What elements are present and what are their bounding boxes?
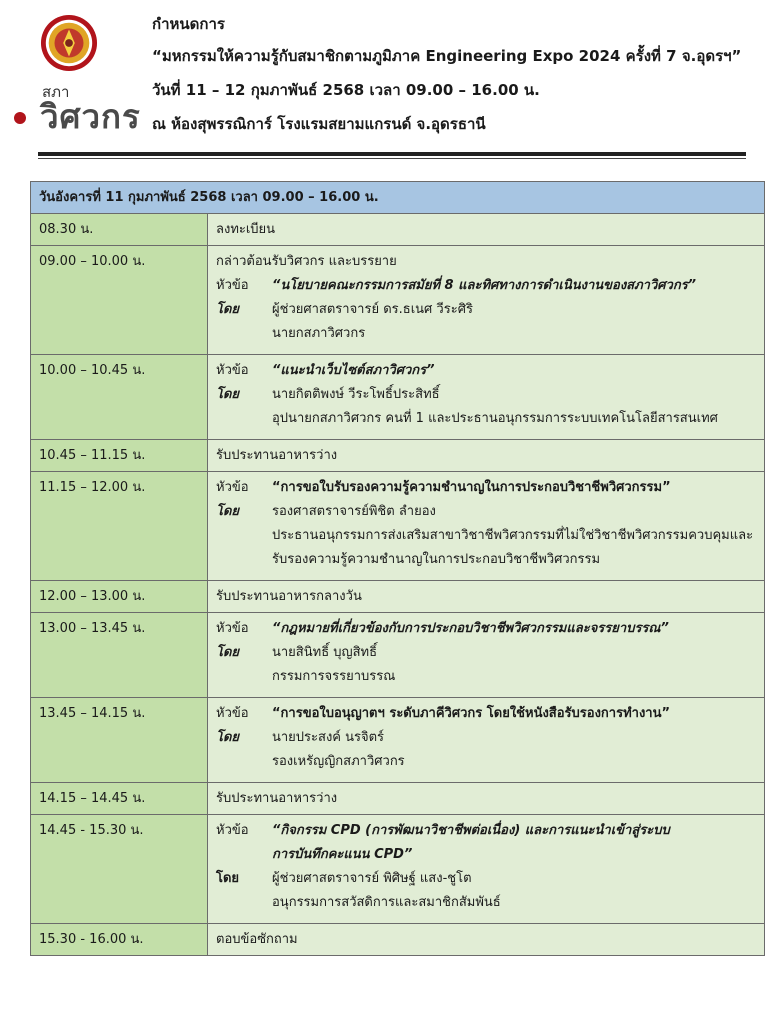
table-row [31, 815, 765, 924]
table-row [31, 472, 765, 581]
speaker-role: อนุกรรมการสวัสดิการและสมาชิกสัมพันธ์ [272, 895, 501, 910]
session-topic-continued: การบันทึกคะแนน CPD” [272, 847, 413, 862]
speaker-label: โดย [216, 504, 240, 519]
table-row [31, 783, 765, 815]
session-topic: “แนะนำเว็บไซต์สภาวิศวกร” [272, 363, 435, 378]
topic-label: หัวข้อ [216, 363, 249, 378]
table-row [31, 581, 765, 613]
time-cell: 10.45 – 11.15 น. [31, 440, 208, 472]
time-cell: 14.45 - 15.30 น. [31, 815, 208, 924]
session-topic: “กฎหมายที่เกี่ยวข้องกับการประกอบวิชาชีพวิศวกรรมและจรรยาบรรณ” [272, 621, 669, 636]
org-name-large: วิศวกร [40, 97, 141, 136]
speaker-label: โดย [216, 730, 240, 745]
session-cell [208, 698, 765, 783]
document-header [0, 0, 781, 165]
session-cell [208, 472, 765, 581]
org-red-dot [14, 112, 26, 124]
topic-label: หัวข้อ [216, 480, 249, 495]
speaker-label: โดย [216, 645, 240, 660]
time-cell: 13.45 – 14.15 น. [31, 698, 208, 783]
time-cell: 12.00 – 13.00 น. [31, 581, 208, 613]
time-cell: 09.00 – 10.00 น. [31, 246, 208, 355]
header-label: กำหนดการ [152, 15, 225, 33]
table-row [31, 246, 765, 355]
session-intro: กล่าวต้อนรับวิศวกร และบรรยาย [216, 254, 397, 269]
session-topic: “การขอใบอนุญาตฯ ระดับภาคีวิศวกร โดยใช้หนังสือรับรองการทำงาน” [272, 706, 671, 721]
speaker-label: โดย [216, 302, 240, 317]
activity-cell: รับประทานอาหารว่าง [208, 783, 765, 815]
table-row [31, 214, 765, 246]
topic-label: หัวข้อ [216, 621, 249, 636]
topic-label: หัวข้อ [216, 706, 249, 721]
topic-label: หัวข้อ [216, 823, 249, 838]
council-seal-logo [40, 14, 98, 72]
time-cell: 11.15 – 12.00 น. [31, 472, 208, 581]
table-row [31, 698, 765, 783]
activity-cell: รับประทานอาหารกลางวัน [208, 581, 765, 613]
session-cell [208, 613, 765, 698]
time-cell: 13.00 – 13.45 น. [31, 613, 208, 698]
speaker-role: กรรมการจรรยาบรรณ [272, 669, 396, 684]
speaker-label: โดย [216, 387, 240, 402]
session-topic: “การขอใบรับรองความรู้ความชำนาญในการประกอบวิชาชีพวิศวกรรม” [272, 480, 671, 495]
speaker-name: นายกิตติพงษ์ วีระโพธิ์ประสิทธิ์ [272, 387, 440, 402]
table-row [31, 613, 765, 698]
topic-label: หัวข้อ [216, 278, 249, 293]
session-topic: “กิจกรรม CPD (การพัฒนาวิชาชีพต่อเนื่อง) และการแนะนำเข้าสู่ระบบ [272, 823, 670, 838]
speaker-role: ประธานอนุกรรมการส่งเสริมสาขาวิชาชีพวิศวกรรมที่ไม่ใช่วิชาชีพวิศวกรรมควบคุมและ [272, 528, 754, 543]
event-date: วันที่ 11 – 12 กุมภาพันธ์ 2568 เวลา 09.00 – 16.00 น. [152, 81, 540, 99]
session-cell [208, 355, 765, 440]
speaker-name: รองศาสตราจารย์พิชิต ลำยอง [272, 504, 436, 519]
activity-cell: ตอบข้อซักถาม [208, 924, 765, 956]
header-rule-thin [38, 158, 746, 159]
table-row [31, 924, 765, 956]
time-cell: 10.00 – 10.45 น. [31, 355, 208, 440]
speaker-role: อุปนายกสภาวิศวกร คนที่ 1 และประธานอนุกรรมการระบบเทคโนโลยีสารสนเทศ [272, 411, 718, 426]
event-title: “มหกรรมให้ความรู้กับสมาชิกตามภูมิภาค Engineering Expo 2024 ครั้งที่ 7 จ.อุดรฯ” [152, 47, 742, 65]
activity-cell: ลงทะเบียน [208, 214, 765, 246]
session-cell [208, 815, 765, 924]
speaker-name: นายสินิทธิ์ บุญสิทธิ์ [272, 645, 378, 660]
table-row [31, 355, 765, 440]
schedule-day-header-row [31, 182, 765, 214]
header-rule [38, 152, 746, 156]
speaker-name: ผู้ช่วยศาสตราจารย์ ดร.ธเนศ วีระศิริ [272, 302, 473, 317]
org-name-small: สภา [42, 83, 70, 101]
speaker-role: รองเหรัญญิกสภาวิศวกร [272, 754, 405, 769]
activity-cell: รับประทานอาหารว่าง [208, 440, 765, 472]
speaker-role: นายกสภาวิศวกร [272, 326, 366, 341]
speaker-label: โดย [216, 871, 240, 886]
speaker-name: ผู้ช่วยศาสตราจารย์ พิศิษฐ์ แสง-ชูโต [272, 871, 472, 886]
table-row [31, 440, 765, 472]
session-cell [208, 246, 765, 355]
speaker-name: นายประสงค์ นรจิตร์ [272, 730, 385, 745]
speaker-role-continued: รับรองความรู้ความชำนาญในการประกอบวิชาชีพวิศวกรรม [272, 552, 601, 567]
time-cell: 14.15 – 14.45 น. [31, 783, 208, 815]
session-topic: “นโยบายคณะกรรมการสมัยที่ 8 และทิศทางการดำเนินงานของสภาวิศวกร” [272, 278, 697, 293]
schedule-table [30, 181, 765, 956]
time-cell: 08.30 น. [31, 214, 208, 246]
event-venue: ณ ห้องสุพรรณิการ์ โรงแรมสยามแกรนด์ จ.อุดรธานี [152, 115, 486, 133]
schedule-day-header: วันอังคารที่ 11 กุมภาพันธ์ 2568 เวลา 09.00 – 16.00 น. [31, 182, 765, 214]
time-cell: 15.30 - 16.00 น. [31, 924, 208, 956]
